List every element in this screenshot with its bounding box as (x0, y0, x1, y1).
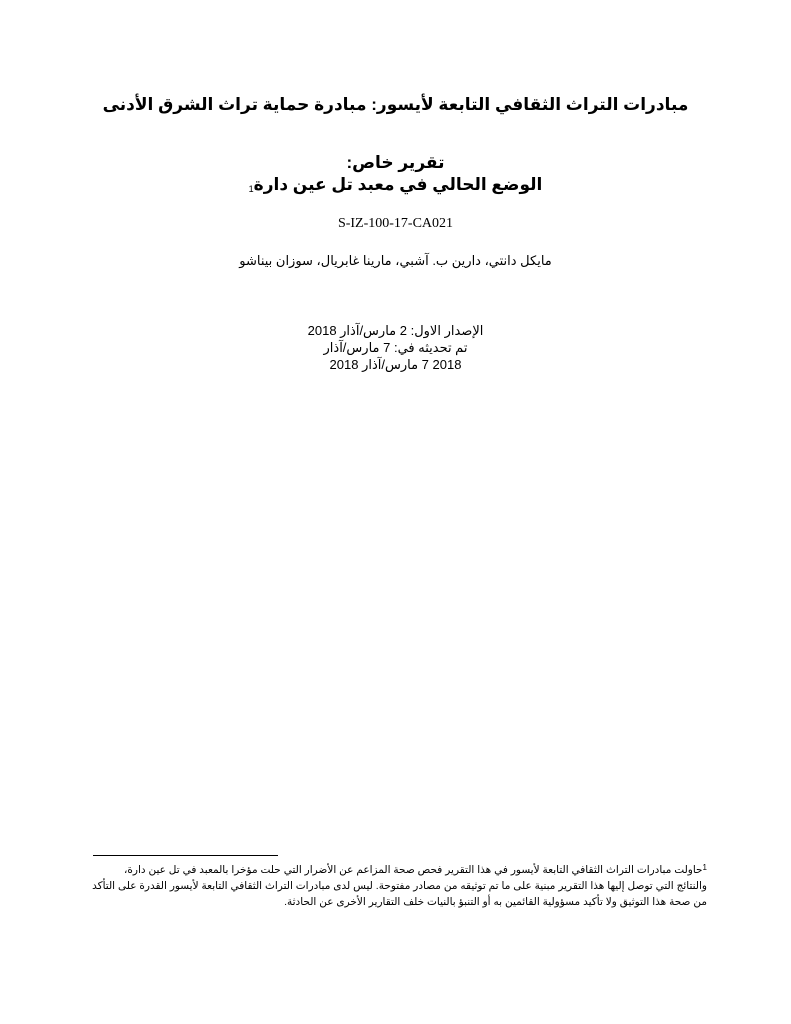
first-release-date: الإصدار الاول: 2 مارس/آذار 2018 (307, 323, 484, 338)
header-title: مبادرات التراث الثقافي التابعة لأيسور: مبادرة حماية تراث الشرق الأدنى (102, 95, 689, 114)
footnote-line (87, 860, 707, 878)
footnote-separator (93, 855, 278, 856)
footnote-line-text: حاولت مبادرات التراث الثقافي التابعة لأيسور في هذا التقرير فحص صحة المزاعم عن الأضرار التي حلت مؤخرا بالمعبد في تل عين دارة، (123, 864, 703, 876)
report-title-text: الوضع الحالي في معبد تل عين دارة (253, 175, 543, 194)
footnote (87, 860, 707, 910)
report-title (0, 175, 791, 195)
update-date-value: 2018 7 مارس/آذار 2018 (329, 357, 462, 372)
footnote-line: والنتائج التي توصل إليها هذا التقرير مبنية على ما تم توثيقه من مصادر مفتوحة. ليس لدى مبادرات التراث الثقافي التابعة لأيسور القدرة على التأكد (92, 880, 707, 892)
report-code: S-IZ-100-17-CA021 (337, 216, 454, 231)
footnote-marker: 1 (702, 863, 707, 872)
footnote-reference: 1 (248, 184, 254, 194)
authors-line: مايكل دانتي، دارين ب. آشبي، مارينا غابريال، سوزان بيناشو (239, 253, 552, 268)
report-type-label: تقرير خاص: (346, 153, 445, 172)
footnote-line: من صحة هذا التوثيق ولا تأكيد مسؤولية القائمين به أو التنبؤ بالنيات خلف التقارير الأخرى عن الحادثة. (284, 896, 707, 908)
updated-date: تم تحديثه في: 7 مارس/آذار (323, 340, 468, 355)
